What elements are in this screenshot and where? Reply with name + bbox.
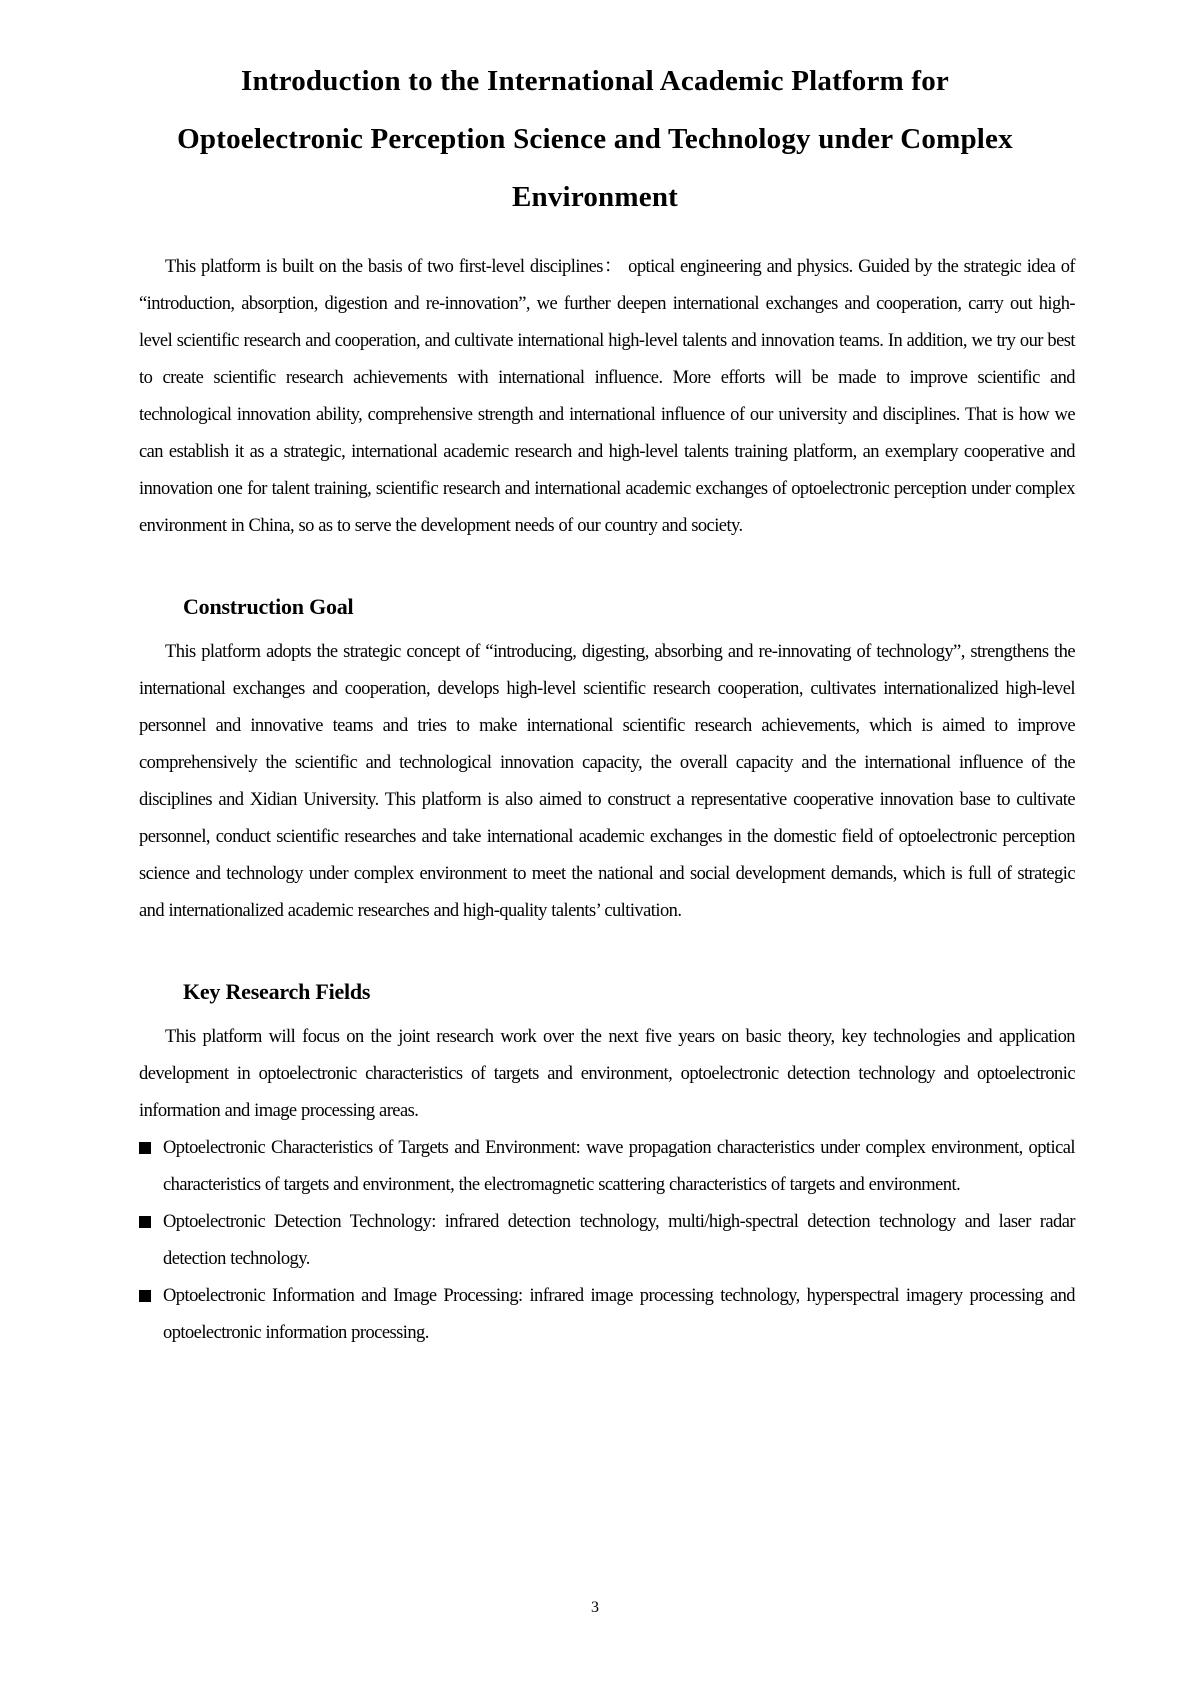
bullet-text: Optoelectronic Information and Image Processing: infrared image processing technology, hyperspectral imagery processing and optoelectronic information processing. (163, 1286, 1075, 1343)
title-line-3: Environment (511, 181, 679, 213)
title-line-1: Introduction to the International Academic Platform for (241, 65, 949, 97)
bullet-item-optoelectronic-detection (139, 1204, 1075, 1278)
section-heading-construction-goal: Construction Goal (183, 594, 354, 619)
intro-paragraph: This platform is built on the basis of two first-level disciplines： optical engineering and physics. Guided by the strategic idea of “introduction, absorption, digestion and re-innovation”, we further deepen international exchanges and cooperation, carry out high-level scientific research and cooperation, and cultivate international high-level talents and innovation teams. In addition, we try our best to create scientific research achievements with international influence. More efforts will be made to improve scientific and technological innovation ability, comprehensive strength and international influence of our university and disciplines. That is how we can establish it as a strategic, international academic research and high-level talents training platform, an exemplary cooperative and innovation one for talent training, scientific research and international academic exchanges of optoelectronic perception under complex environment in China, so as to serve the development needs of our country and society. (139, 257, 1075, 536)
bullet-square-icon (139, 1142, 151, 1154)
construction-goal-paragraph: This platform adopts the strategic concept of “introducing, digesting, absorbing and re-innovating of technology”, strengthens the international exchanges and cooperation, develops high-level scientific research cooperation, cultivates internationalized high-level personnel and innovative teams and tries to make international scientific research achievements, which is aimed to improve comprehensively the scientific and technological innovation capacity, the overall capacity and the international influence of the disciplines and Xidian University. This platform is also aimed to construct a representative cooperative innovation base to cultivate personnel, conduct scientific researches and take international academic exchanges in the domestic field of optoelectronic perception science and technology under complex environment to meet the national and social development demands, which is full of strategic and internationalized academic researches and high-quality talents’ cultivation. (139, 642, 1075, 921)
bullet-item-optoelectronic-characteristics (139, 1130, 1075, 1204)
bullet-square-icon (139, 1216, 151, 1228)
bullet-item-optoelectronic-information (139, 1278, 1075, 1352)
title-line-2: Optoelectronic Perception Science and Technology under Complex (177, 123, 1013, 155)
document-title (0, 52, 1190, 226)
bullet-square-icon (139, 1290, 151, 1302)
page-number-footer: 3 (591, 1599, 599, 1616)
document-body (139, 226, 1075, 1352)
research-fields-bullet-list (139, 1130, 1075, 1352)
bullet-text: Optoelectronic Detection Technology: infrared detection technology, multi/high-spectral detection technology and laser radar detection technology. (163, 1212, 1075, 1269)
key-research-fields-paragraph: This platform will focus on the joint research work over the next five years on basic theory, key technologies and application development in optoelectronic characteristics of targets and environment, optoelectronic detection technology and optoelectronic information and image processing areas. (139, 1027, 1075, 1121)
section-heading-key-research-fields: Key Research Fields (183, 979, 371, 1004)
bullet-text: Optoelectronic Characteristics of Targets and Environment: wave propagation characteristics under complex environment, optical characteristics of targets and environment, the electromagnetic scattering characteristics of targets and environment. (163, 1138, 1075, 1195)
